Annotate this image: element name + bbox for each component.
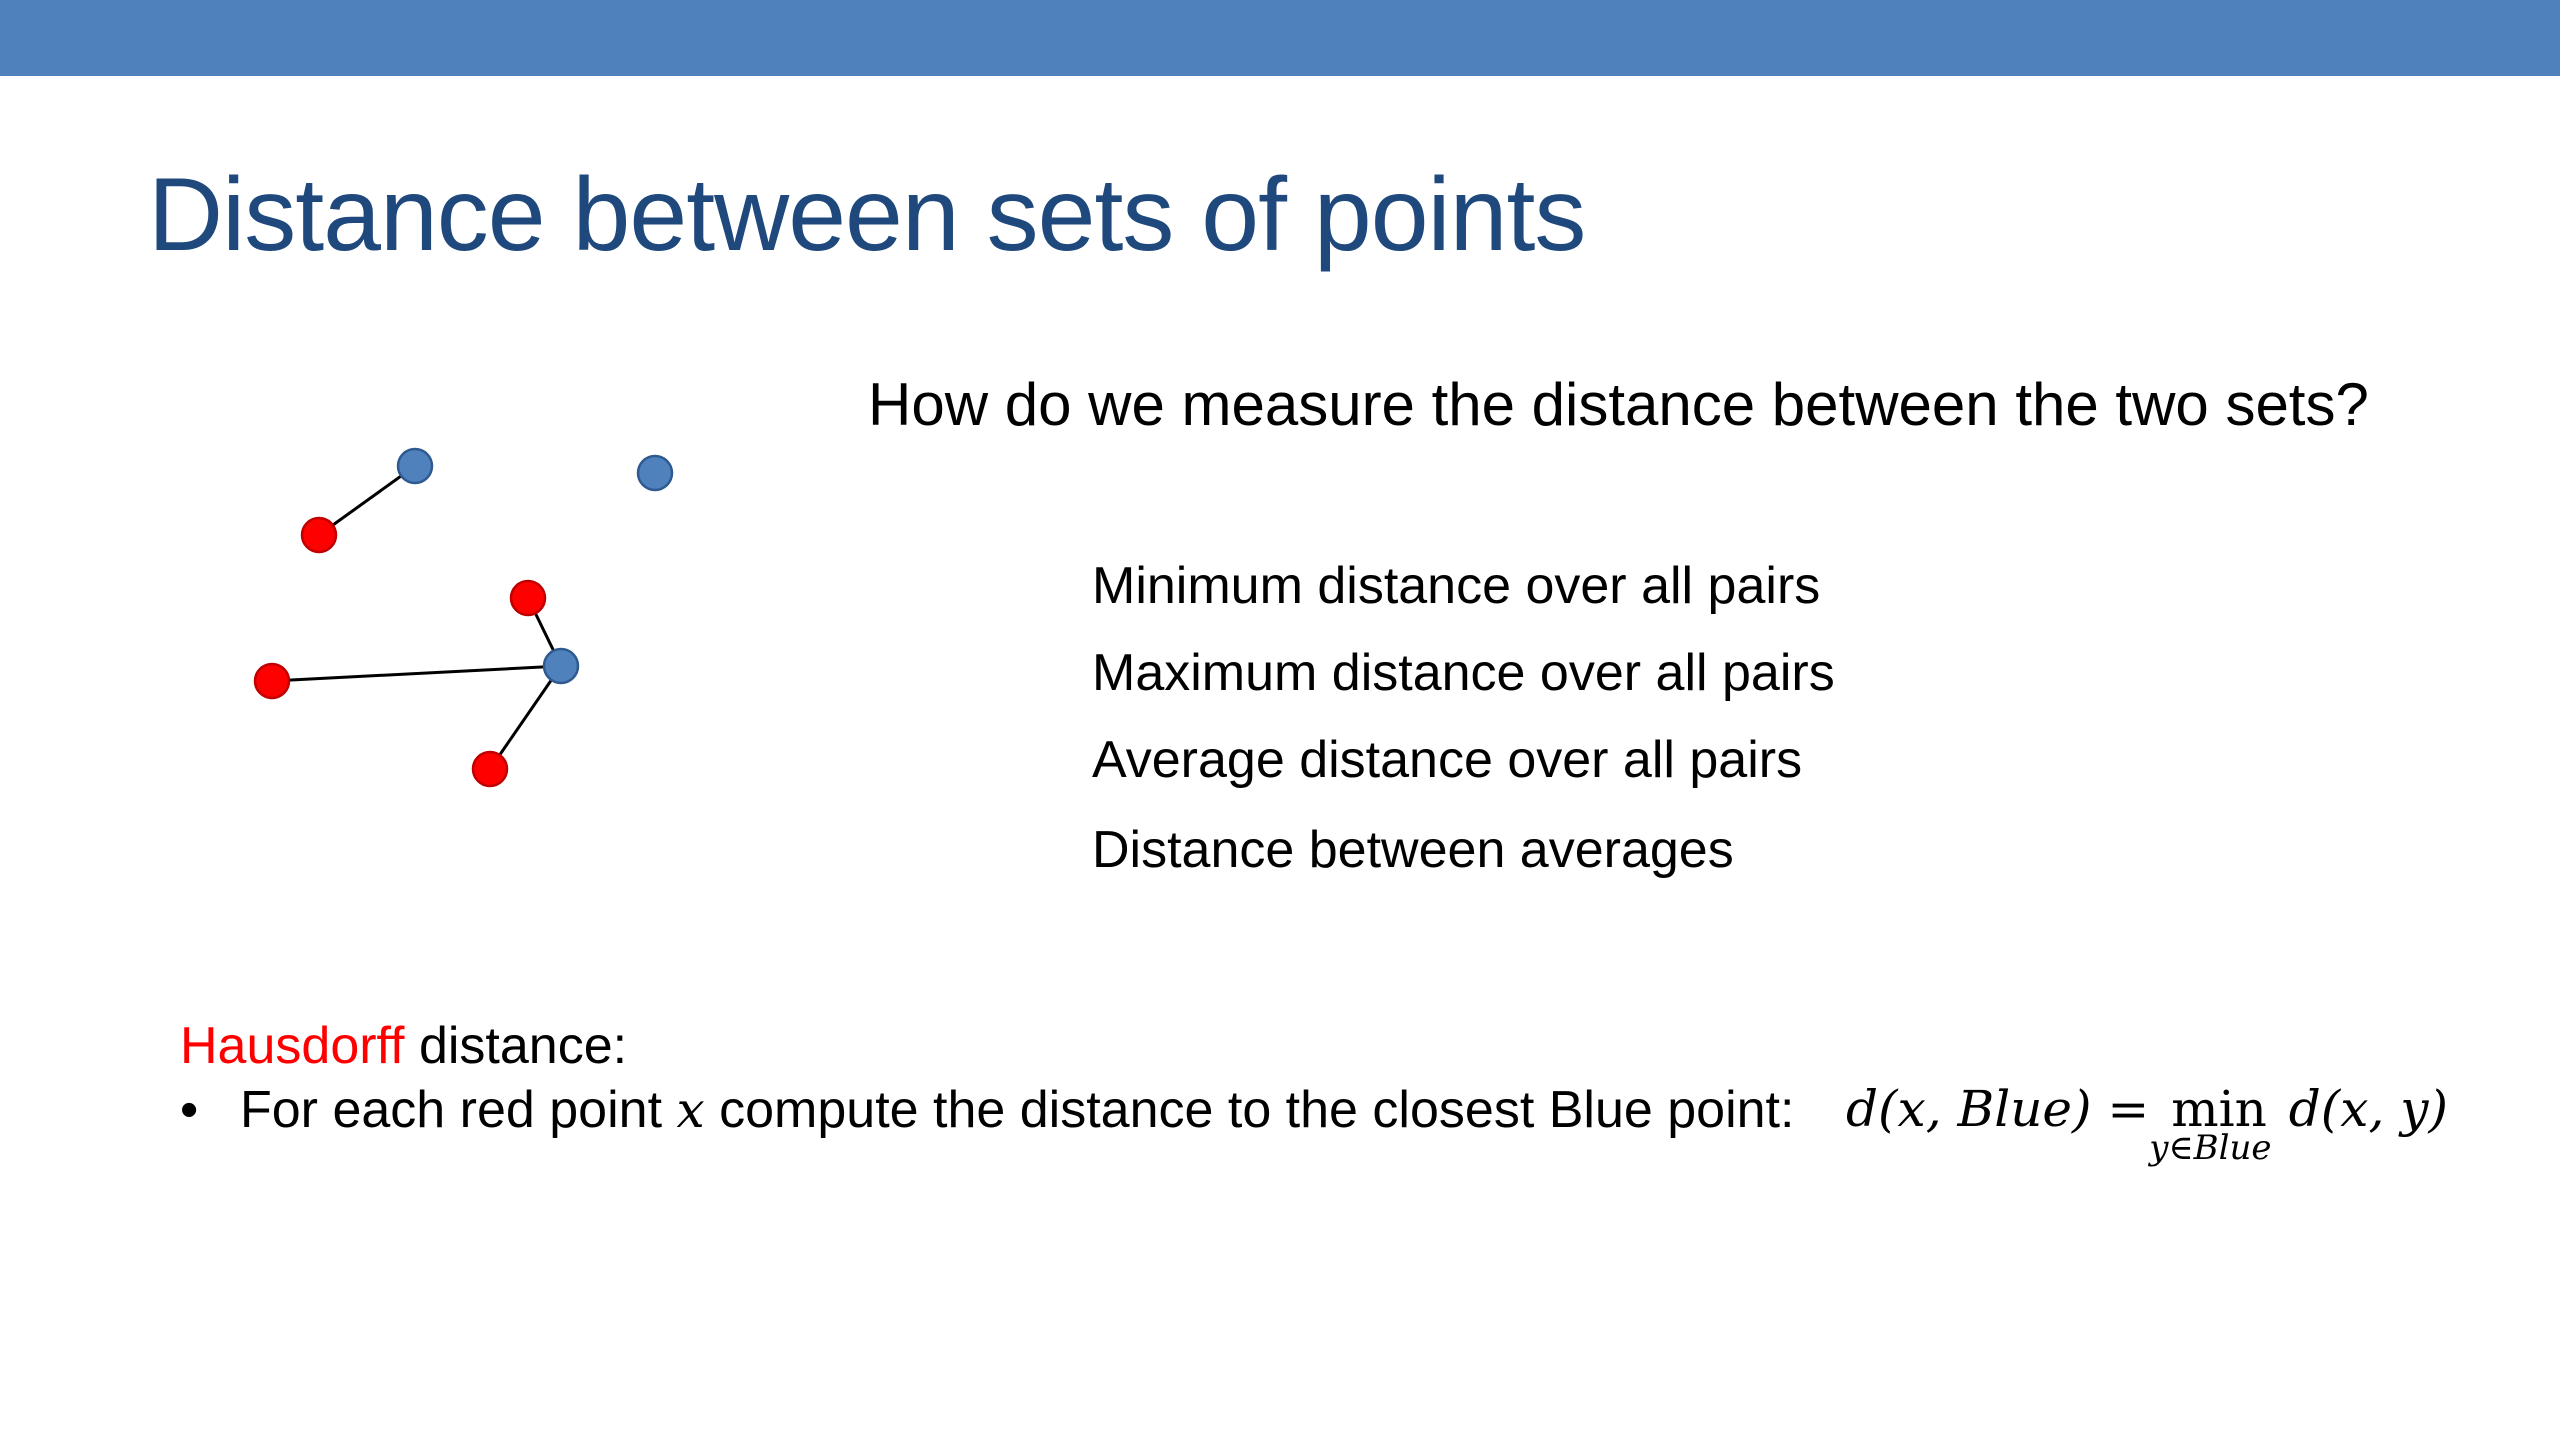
question-text: How do we measure the distance between the two sets? bbox=[868, 371, 2369, 438]
bullet-variable: x bbox=[676, 1081, 705, 1139]
option-average: Average distance over all pairs bbox=[1092, 731, 1803, 789]
red-point bbox=[302, 518, 336, 552]
option-between-averages: Distance between averages bbox=[1092, 821, 1734, 879]
point-sets-diagram bbox=[0, 0, 760, 840]
option-maximum: Maximum distance over all pairs bbox=[1092, 644, 1835, 702]
slide-title: Distance between sets of points bbox=[148, 157, 1586, 273]
red-point bbox=[255, 664, 289, 698]
formula-subscript: y∈Blue bbox=[2149, 1128, 2272, 1168]
red-point bbox=[511, 581, 545, 615]
hausdorff-term: Hausdorff bbox=[180, 1017, 405, 1075]
option-minimum: Minimum distance over all pairs bbox=[1092, 557, 1821, 615]
hausdorff-rest: distance: bbox=[404, 1017, 628, 1075]
formula-rhs: d(x, y) bbox=[2288, 1080, 2449, 1138]
blue-point bbox=[638, 456, 672, 490]
pair-line-4 bbox=[490, 666, 561, 769]
hausdorff-formula bbox=[1846, 1080, 2449, 1168]
blue-point bbox=[398, 449, 432, 483]
bullet-text-before: For each red point bbox=[240, 1081, 677, 1139]
formula-lhs: d(x, Blue) = bbox=[1846, 1080, 2150, 1138]
bullet-text bbox=[240, 1082, 1794, 1139]
blue-point bbox=[544, 649, 578, 683]
pair-line-3 bbox=[272, 666, 561, 681]
bullet-marker: • bbox=[180, 1081, 199, 1139]
formula-min: min bbox=[2171, 1080, 2267, 1138]
red-point bbox=[473, 752, 507, 786]
bullet-text-after: compute the distance to the closest Blue point: bbox=[704, 1081, 1795, 1139]
formula-min-operator bbox=[2149, 1080, 2272, 1168]
hausdorff-heading bbox=[180, 1018, 627, 1075]
